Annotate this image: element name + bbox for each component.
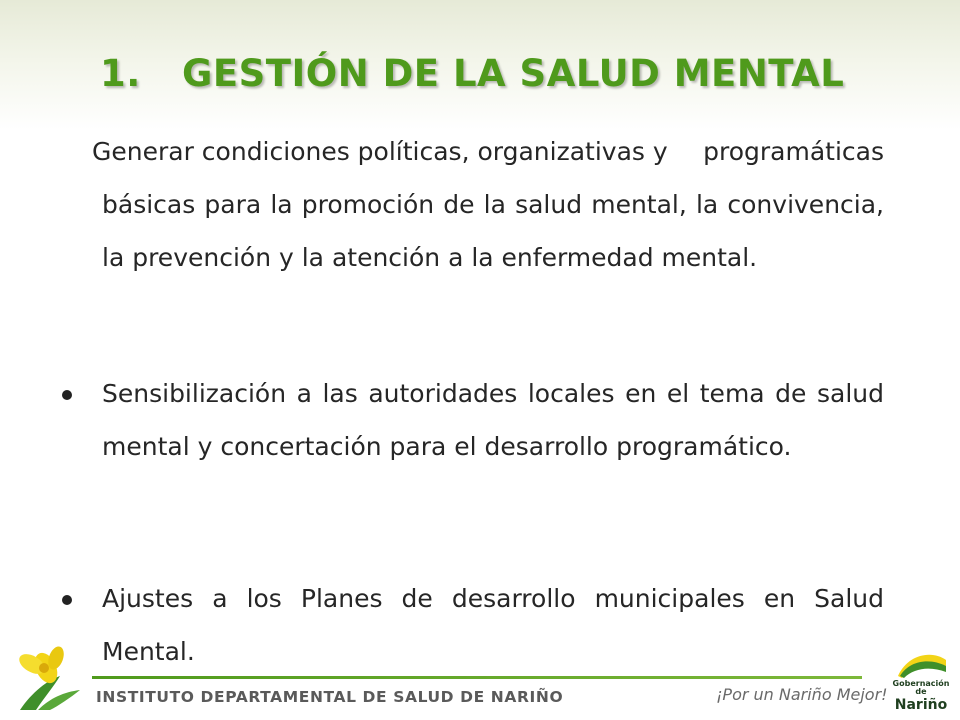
intro-rest: programáticas básicas para la promoción de la salud mental, la convivencia, la prevención y la atención a la enfermedad mental. (102, 137, 884, 272)
intro-paragraph (92, 125, 884, 284)
intro-first-line: Generar condiciones políticas, organizativas y (92, 137, 668, 166)
logo-small-text: Gobernación de (892, 679, 950, 696)
bullet-item-1 (102, 367, 884, 473)
slide-title (100, 52, 900, 95)
bullet-item-2 (102, 572, 884, 678)
bullet-text-2: Ajustes a los Planes de desarrollo municipales en Salud Mental. (102, 584, 884, 666)
title-number: 1. (100, 52, 141, 95)
bullet-text-1: Sensibilización a las autoridades locales en el tema de salud mental y concertación para el desarrollo programático. (102, 379, 884, 461)
bullet-dot-icon (62, 390, 72, 400)
title-text: GESTIÓN DE LA SALUD MENTAL (182, 52, 845, 95)
gobernacion-logo-text (888, 680, 954, 712)
bullet-dot-icon (62, 595, 72, 605)
footer-slogan: ¡Por un Nariño Mejor! (716, 685, 888, 704)
institute-flower-logo-icon (10, 640, 88, 714)
footer-divider (92, 676, 862, 679)
footer-institution: INSTITUTO DEPARTAMENTAL DE SALUD DE NARIÑO (96, 688, 564, 706)
logo-big-text: Nariño (894, 697, 948, 713)
